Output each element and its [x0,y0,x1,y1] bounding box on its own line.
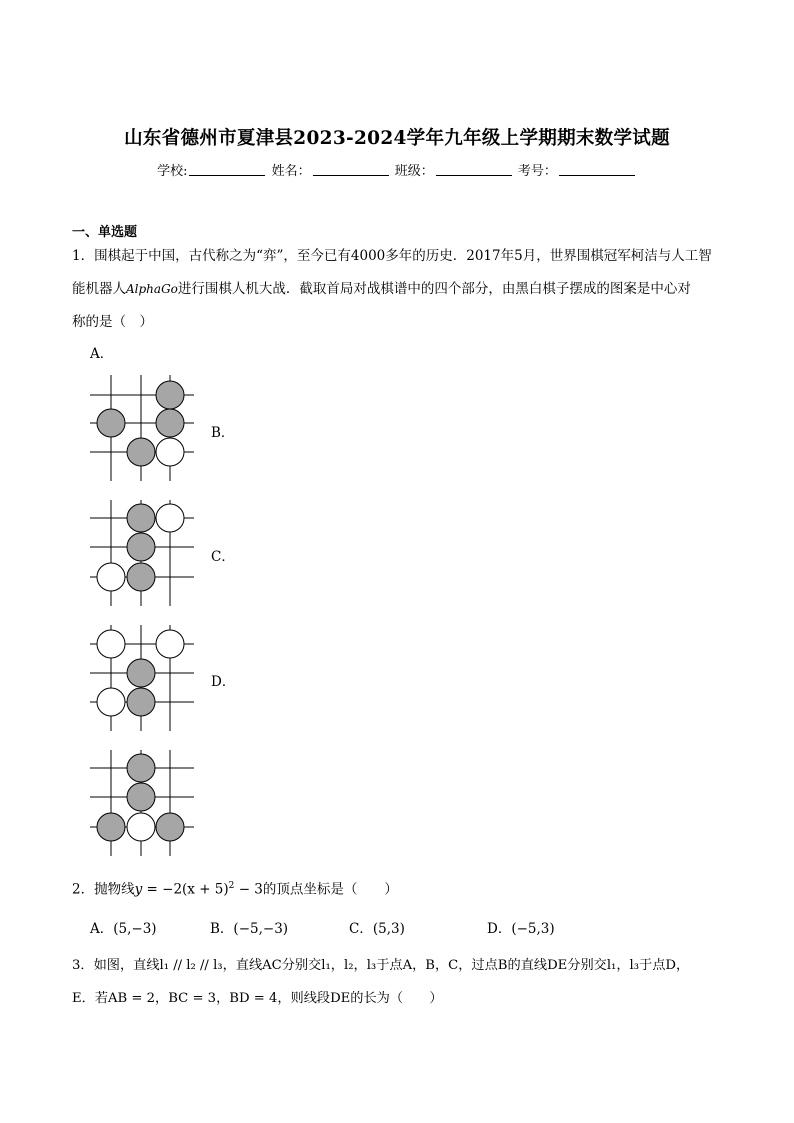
gray-stone [156,409,184,437]
formula-paren: (x + 5) [182,881,229,898]
q2-option-b[interactable]: B．(−5,−3) [210,921,289,937]
white-stone [156,438,184,466]
question-1-line-2: 能机器人AlphaGo进行围棋人机大战．截取首局对战棋谱中的四个部分，由黑白棋子摆成的图案是中心对 [72,281,691,297]
page-title: 山东省德州市夏津县2023-2024学年九年级上学期期末数学试题 [124,128,670,149]
gray-stone [156,381,184,409]
go-board-d[interactable] [90,750,194,856]
white-stone [156,504,184,532]
class-label: 班级： [394,164,434,179]
option-c-label[interactable]: C． [211,549,235,565]
gray-stone [127,438,155,466]
student-info-line [0,160,794,179]
question-1 [72,240,726,339]
gray-stone [127,533,155,561]
white-stone [127,813,155,841]
go-board-c[interactable] [90,625,194,731]
formula-y: y [134,881,143,898]
question-1-line-1: 1．围棋起于中国，古代称之为“弈”，至今已有4000多年的历史．2017年5月，世界围棋冠军柯洁与人工智 [72,248,712,264]
school-label: 学校: [157,164,188,179]
gray-stone [127,783,155,811]
go-board-b[interactable] [90,500,194,606]
gray-stone [127,754,155,782]
q2-option-c[interactable]: C．(5,3) [349,921,405,937]
white-stone [97,688,125,716]
name-blank[interactable] [313,163,389,176]
question-3-line-1: 3．如图，直线l₁ // l₂ // l₃，直线AC分别交l₁，l₂，l₃于点A，B，C，过点B的直线DE分别交l₁，l₃于点D， [72,958,690,973]
gray-stone [156,813,184,841]
question-1-line-3: 称的是（ ） [72,314,153,330]
q2-option-a[interactable]: A．(5,−3) [90,921,157,937]
gray-stone [127,688,155,716]
class-blank[interactable] [436,163,512,176]
name-label: 姓名： [271,164,311,179]
question-2: 2．抛物线$y = -2(x + 5)^2 - 3$的顶点坐标是（ ） [72,881,398,898]
option-b-label[interactable]: B． [211,425,235,441]
question-3-line-2: E．若AB = 2，BC = 3，BD = 4，则线段DE的长为（ ） [72,991,443,1006]
white-stone [97,563,125,591]
school-blank[interactable] [189,163,265,176]
white-stone [97,630,125,658]
go-board-a[interactable] [90,375,194,481]
option-d-label[interactable]: D． [211,674,236,690]
gray-stone [127,563,155,591]
gray-stone [127,504,155,532]
option-a-label[interactable]: A． [90,346,114,362]
exam-number-blank[interactable] [559,163,635,176]
gray-stone [97,813,125,841]
exam-number-label: 考号： [517,164,557,179]
question-3 [72,949,726,1015]
section-title: 一、单选题 [72,225,138,240]
q2-option-d[interactable]: D．(−5,3) [487,921,555,937]
white-stone [156,630,184,658]
gray-stone [97,409,125,437]
gray-stone [127,659,155,687]
alphago-text: AlphaGo [126,282,178,296]
